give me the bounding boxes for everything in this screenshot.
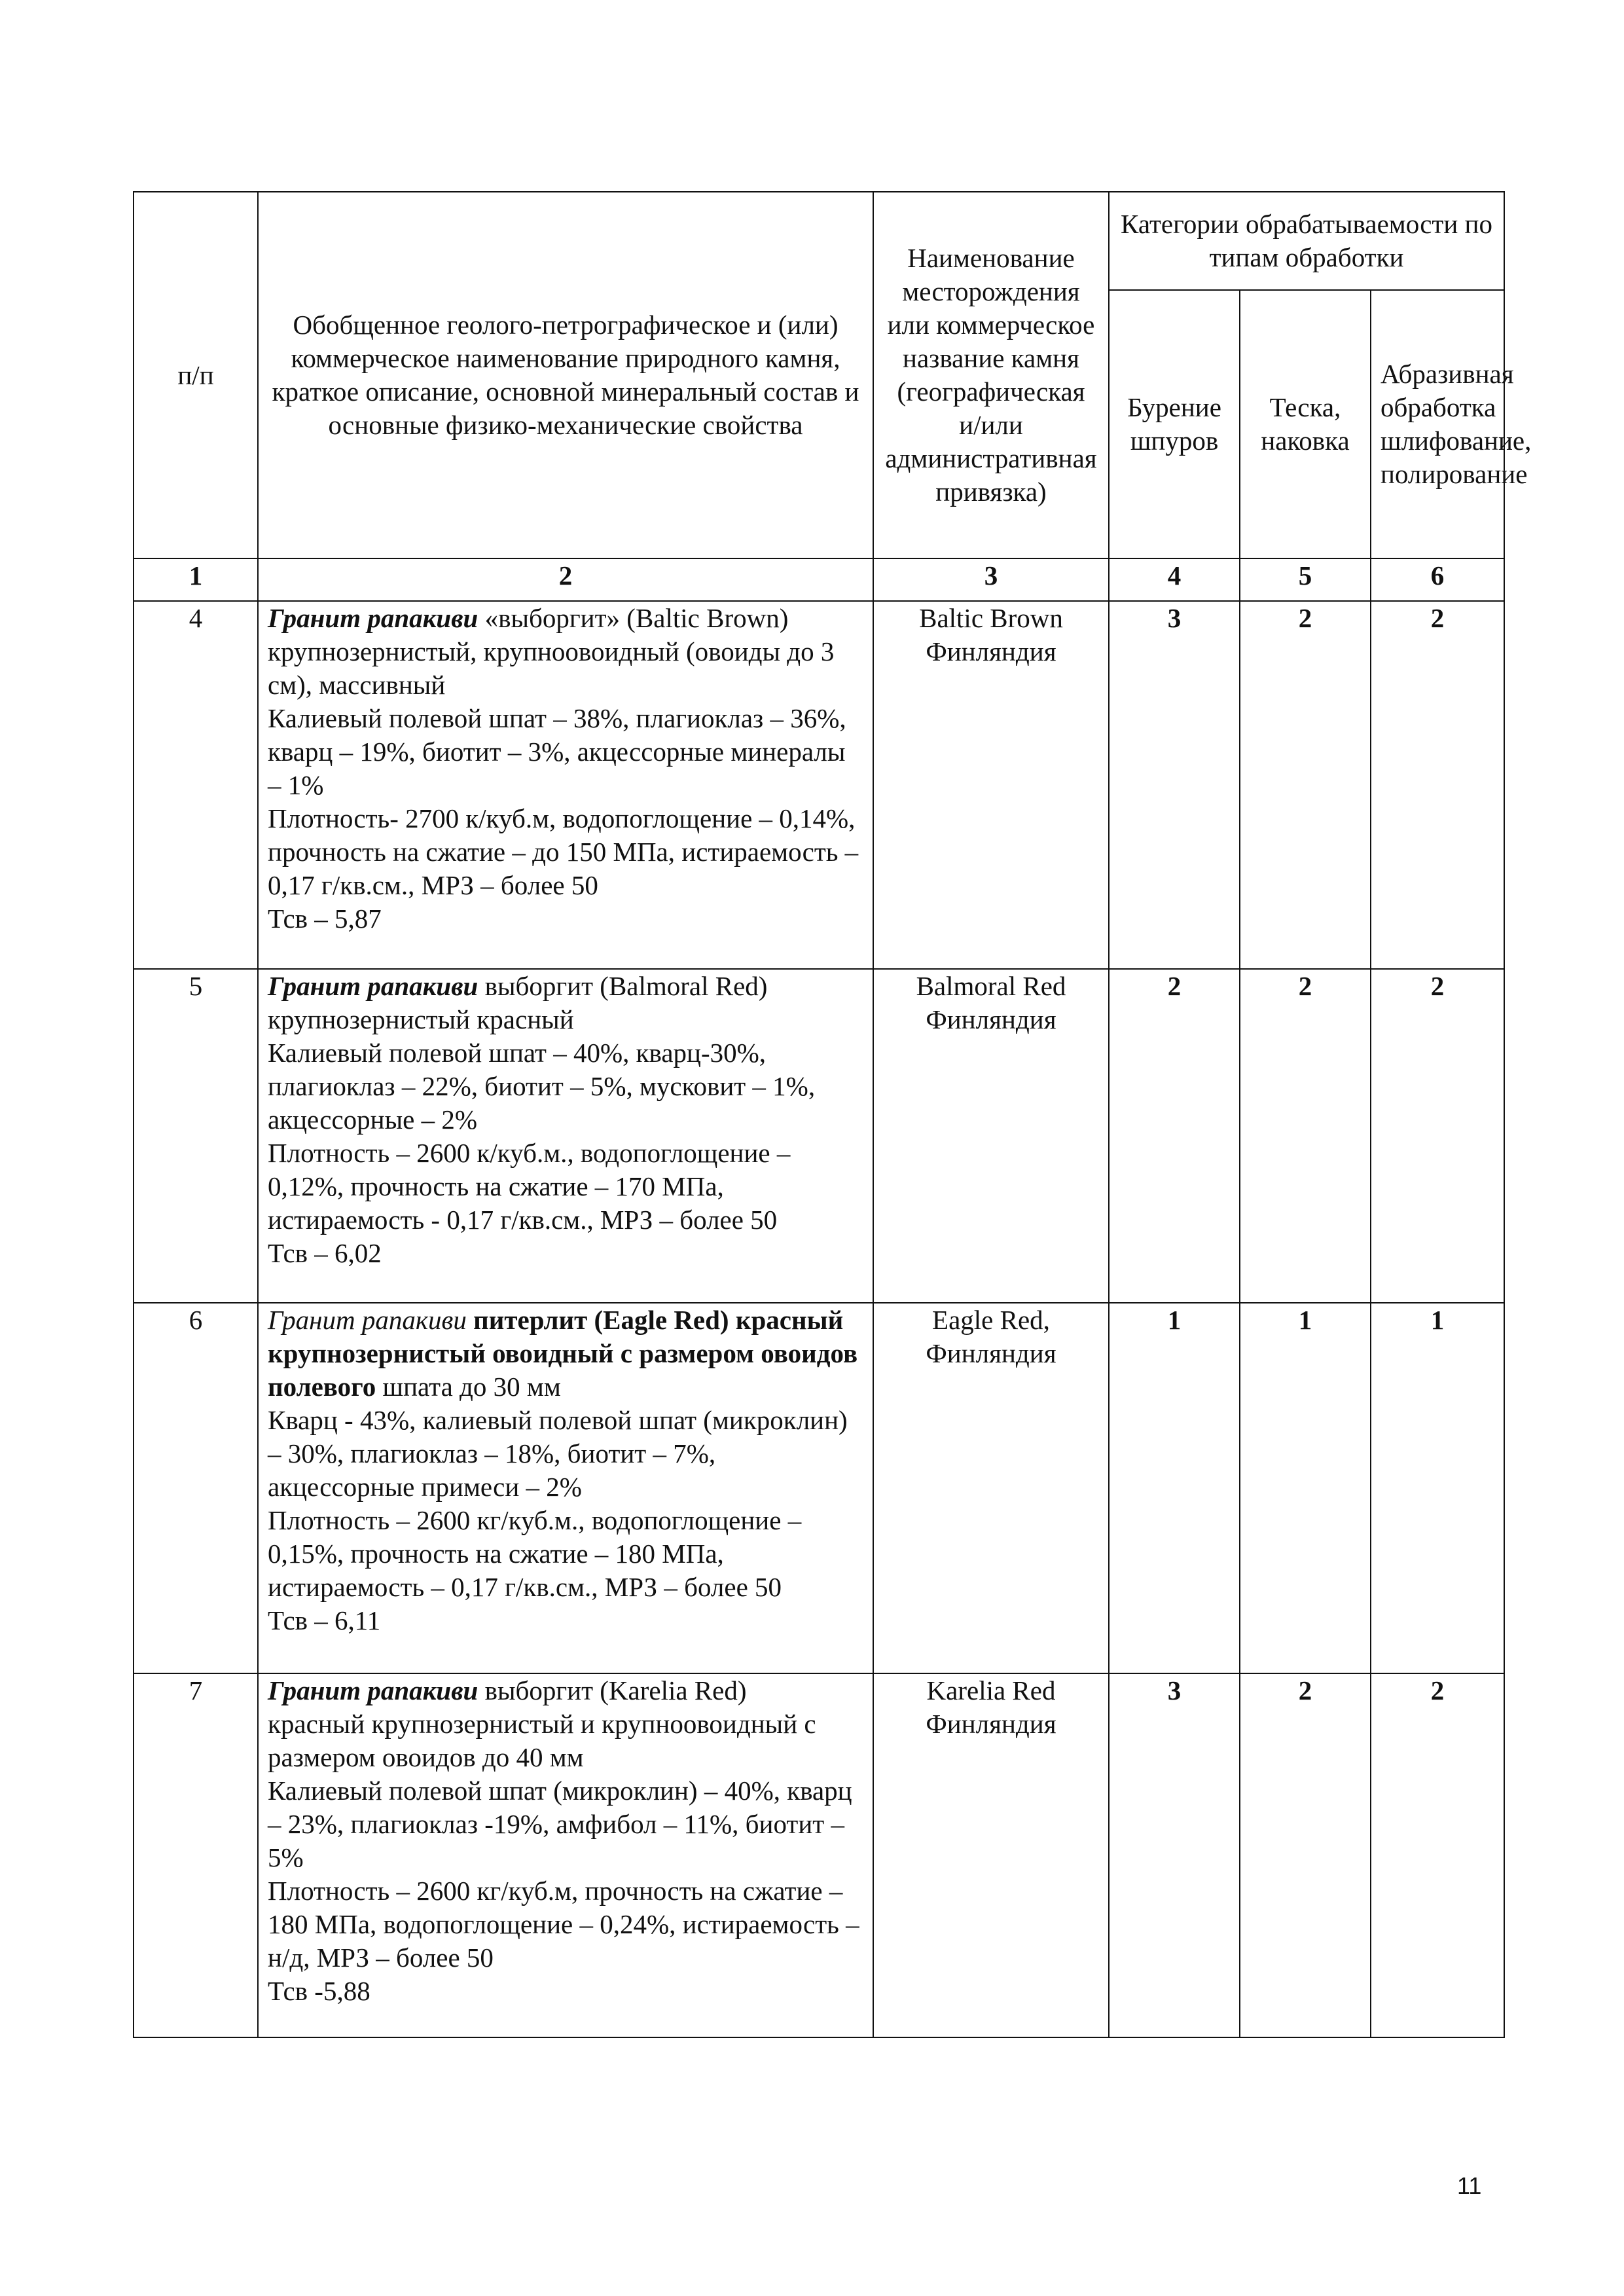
stone-title: Гранит рапакиви выборгит (Balmoral Red) [268, 971, 768, 1001]
page-number: 11 [1457, 2172, 1482, 2199]
description-line: Кварц - 43%, калиевый полевой шпат (микроклин) – 30%, плагиоклаз – 18%, биотит – 7%, акцессорные примеси – 2% [268, 1405, 848, 1502]
header-deposit-name: Наименование месторождения или коммерческое название камня (географическая и/или административная привязка) [873, 192, 1109, 558]
description-line: крупнозернистый, крупноовоидный (овоиды до 3 см), массивный [268, 636, 835, 700]
header-hewing: Теска, наковка [1240, 290, 1371, 558]
row-number: 6 [134, 1303, 258, 1673]
stone-title: Гранит рапакиви выборгит (Karelia Red) [268, 1675, 747, 1705]
table-row [134, 1673, 1504, 2037]
abrasive-category: 2 [1371, 1673, 1504, 2037]
hewing-category: 2 [1240, 601, 1371, 969]
drilling-category: 3 [1109, 601, 1240, 969]
drilling-category: 3 [1109, 1673, 1240, 2037]
stone-title: Гранит рапакиви «выборгит» (Baltic Brown) [268, 603, 789, 633]
stone-title: Гранит рапакиви питерлит (Eagle Red) красный крупнозернистый овоидный с размером овоидов полевого шпата до 30 мм [268, 1305, 858, 1402]
abrasive-category: 1 [1371, 1303, 1504, 1673]
abrasive-category: 2 [1371, 601, 1504, 969]
drilling-category: 1 [1109, 1303, 1240, 1673]
description-line: Плотность- 2700 к/куб.м, водопоглощение – 0,14%, прочность на сжатие – до 150 МПа, истираемость – 0,17 г/кв.см., МРЗ – более 50 [268, 803, 859, 900]
description-line: Плотность – 2600 кг/куб.м., водопоглощение – 0,15%, прочность на сжатие – 180 МПа, истираемость – 0,17 г/кв.см., МРЗ – более 50 [268, 1505, 802, 1602]
description-line: Тсв – 6,11 [268, 1605, 381, 1635]
row-number: 4 [134, 601, 258, 969]
header-abrasive: Абразивная обработка шлифование, полирование [1371, 290, 1504, 558]
deposit-name: Karelia Red Финляндия [873, 1673, 1109, 2037]
stone-description [258, 601, 873, 969]
column-number: 1 [134, 558, 258, 601]
deposit-name: Balmoral Red Финляндия [873, 969, 1109, 1303]
description-line: красный крупнозернистый и крупноовоидный с размером овоидов до 40 мм [268, 1709, 816, 1772]
table-row [134, 601, 1504, 969]
description-line: Плотность – 2600 к/куб.м., водопоглощение – 0,12%, прочность на сжатие – 170 МПа, истираемость - 0,17 г/кв.см., МРЗ – более 50 [268, 1138, 791, 1235]
description-line: Плотность – 2600 кг/куб.м, прочность на сжатие – 180 МПа, водопоглощение – 0,24%, истираемость – н/д, МРЗ – более 50 [268, 1876, 859, 1973]
table-row [134, 969, 1504, 1303]
stone-processing-table [133, 191, 1532, 2038]
description-line: Калиевый полевой шпат (микроклин) – 40%, кварц – 23%, плагиоклаз -19%, амфибол – 11%, биотит – 5% [268, 1776, 852, 1872]
column-number: 6 [1371, 558, 1504, 601]
description-line: Тсв – 5,87 [268, 903, 382, 934]
header-drilling: Бурение шпуров [1109, 290, 1240, 558]
column-number: 4 [1109, 558, 1240, 601]
column-number: 2 [258, 558, 873, 601]
stone-description [258, 1673, 873, 2037]
stone-description [258, 969, 873, 1303]
row-number: 5 [134, 969, 258, 1303]
description-line: Калиевый полевой шпат – 38%, плагиоклаз – 36%, кварц – 19%, биотит – 3%, акцессорные минералы – 1% [268, 703, 846, 800]
hewing-category: 2 [1240, 1673, 1371, 2037]
description-line: Тсв -5,88 [268, 1976, 370, 2006]
description-line: Тсв – 6,02 [268, 1238, 382, 1268]
deposit-name: Baltic Brown Финляндия [873, 601, 1109, 969]
row-number: 7 [134, 1673, 258, 2037]
column-number: 5 [1240, 558, 1371, 601]
header-number: п/п [134, 192, 258, 558]
drilling-category: 2 [1109, 969, 1240, 1303]
table-row [134, 1303, 1504, 1673]
column-number: 3 [873, 558, 1109, 601]
column-number-row [134, 558, 1504, 601]
description-line: Калиевый полевой шпат – 40%, кварц-30%, плагиоклаз – 22%, биотит – 5%, мусковит – 1%, акцессорные – 2% [268, 1038, 816, 1135]
abrasive-category: 2 [1371, 969, 1504, 1303]
stone-description [258, 1303, 873, 1673]
table-header-row [134, 192, 1504, 290]
deposit-name: Eagle Red, Финляндия [873, 1303, 1109, 1673]
hewing-category: 1 [1240, 1303, 1371, 1673]
hewing-category: 2 [1240, 969, 1371, 1303]
header-processing-categories: Категории обрабатываемости по типам обработки [1109, 192, 1504, 290]
description-line: крупнозернистый красный [268, 1004, 574, 1034]
header-description: Обобщенное геолого-петрографическое и (или) коммерческое наименование природного камня, краткое описание, основной минеральный состав и основные физико-механические свойства [258, 192, 873, 558]
